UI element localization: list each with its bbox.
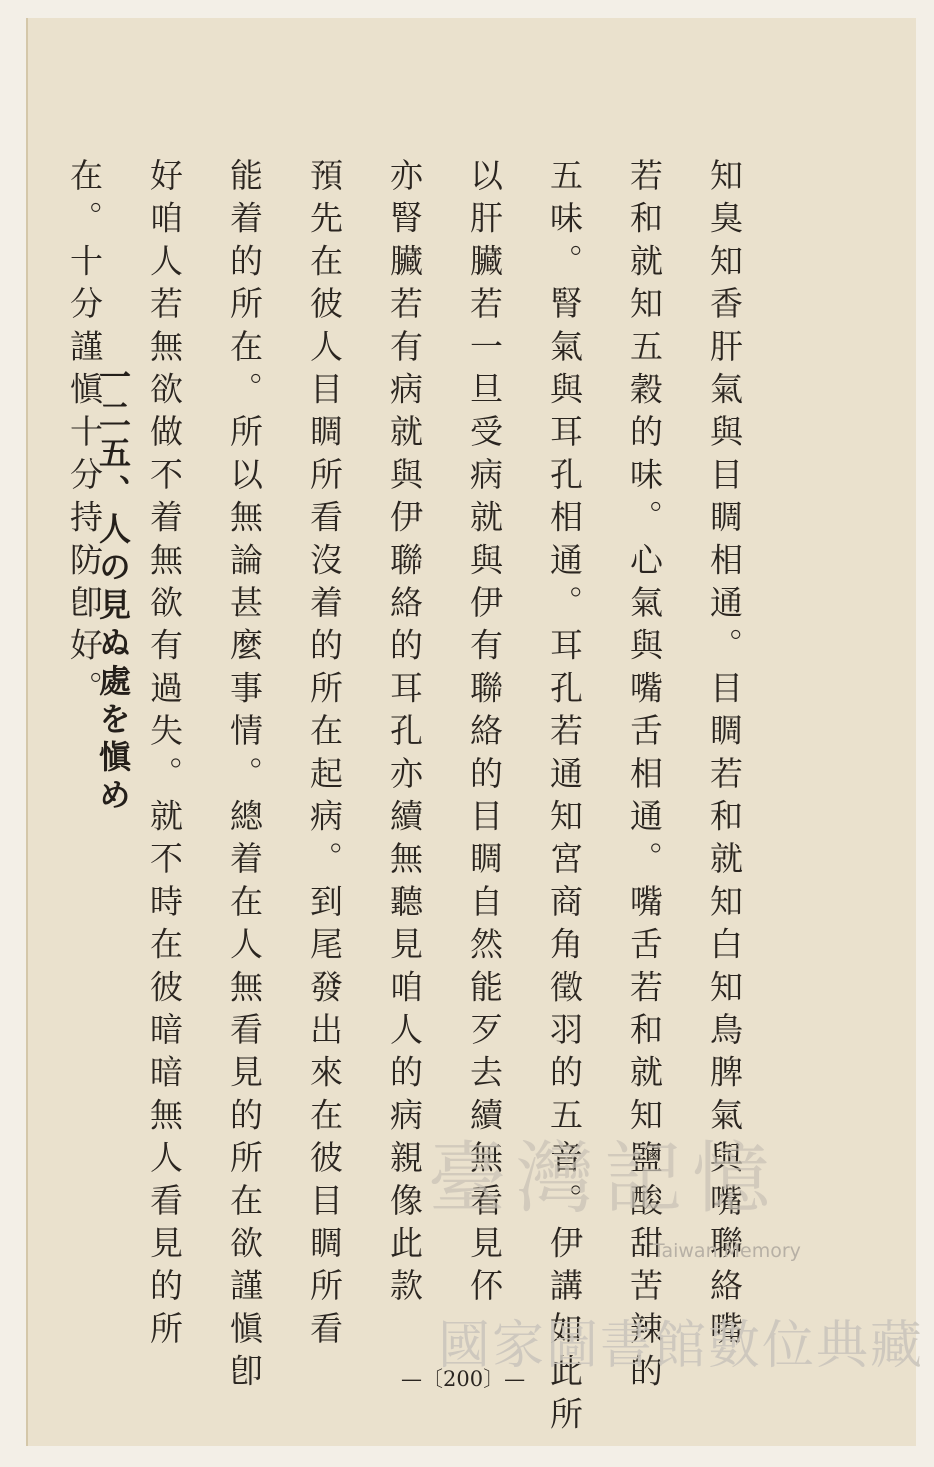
text-column-2: 若和就知五穀的味。心氣與嘴舌相通。嘴舌若和就知鹽酸甜苦辣的 — [625, 158, 664, 1397]
watermark-chinese: 國家圖書館數位典藏 — [438, 1316, 925, 1376]
book-page — [26, 18, 925, 1446]
text-column-8: 好咱人若無欲做不着無欲有過失。就不時在彼暗暗無人看見的所 — [145, 158, 184, 1354]
watermark-english: Taiwan Memory — [653, 1240, 801, 1262]
text-column-7: 能着的所在。所以無論甚麼事情。總着在人無看見的所在欲謹愼卽 — [225, 158, 264, 1397]
text-column-4: 以肝臟若一旦受病就與伊有聯絡的目睭自然能歹去續無看見伓 — [465, 158, 504, 1311]
text-column-1: 知臭知香肝氣與目睭相通。目睭若和就知白知鳥脾氣與嘴聯絡嘴 — [705, 158, 744, 1354]
page-number: —〔200〕— — [401, 1367, 526, 1391]
text-column-9: 在。十分謹愼十分持防卽好。 — [65, 158, 104, 714]
watermark-logo: 臺灣記憶 — [428, 1134, 781, 1224]
text-column-6: 預先在彼人目睭所看沒着的所在起病。到尾發出來在彼目睭所看 — [305, 158, 344, 1354]
section-heading: 一二五、人の見ぬ處を愼め — [94, 360, 132, 816]
text-column-3: 五味。腎氣與耳孔相通。耳孔若通知宮商角徵羽的五音。伊講如此所 — [545, 158, 584, 1439]
text-column-5: 亦腎臟若有病就與伊聯絡的耳孔亦續無聽見咱人的病親像此款 — [385, 158, 424, 1311]
